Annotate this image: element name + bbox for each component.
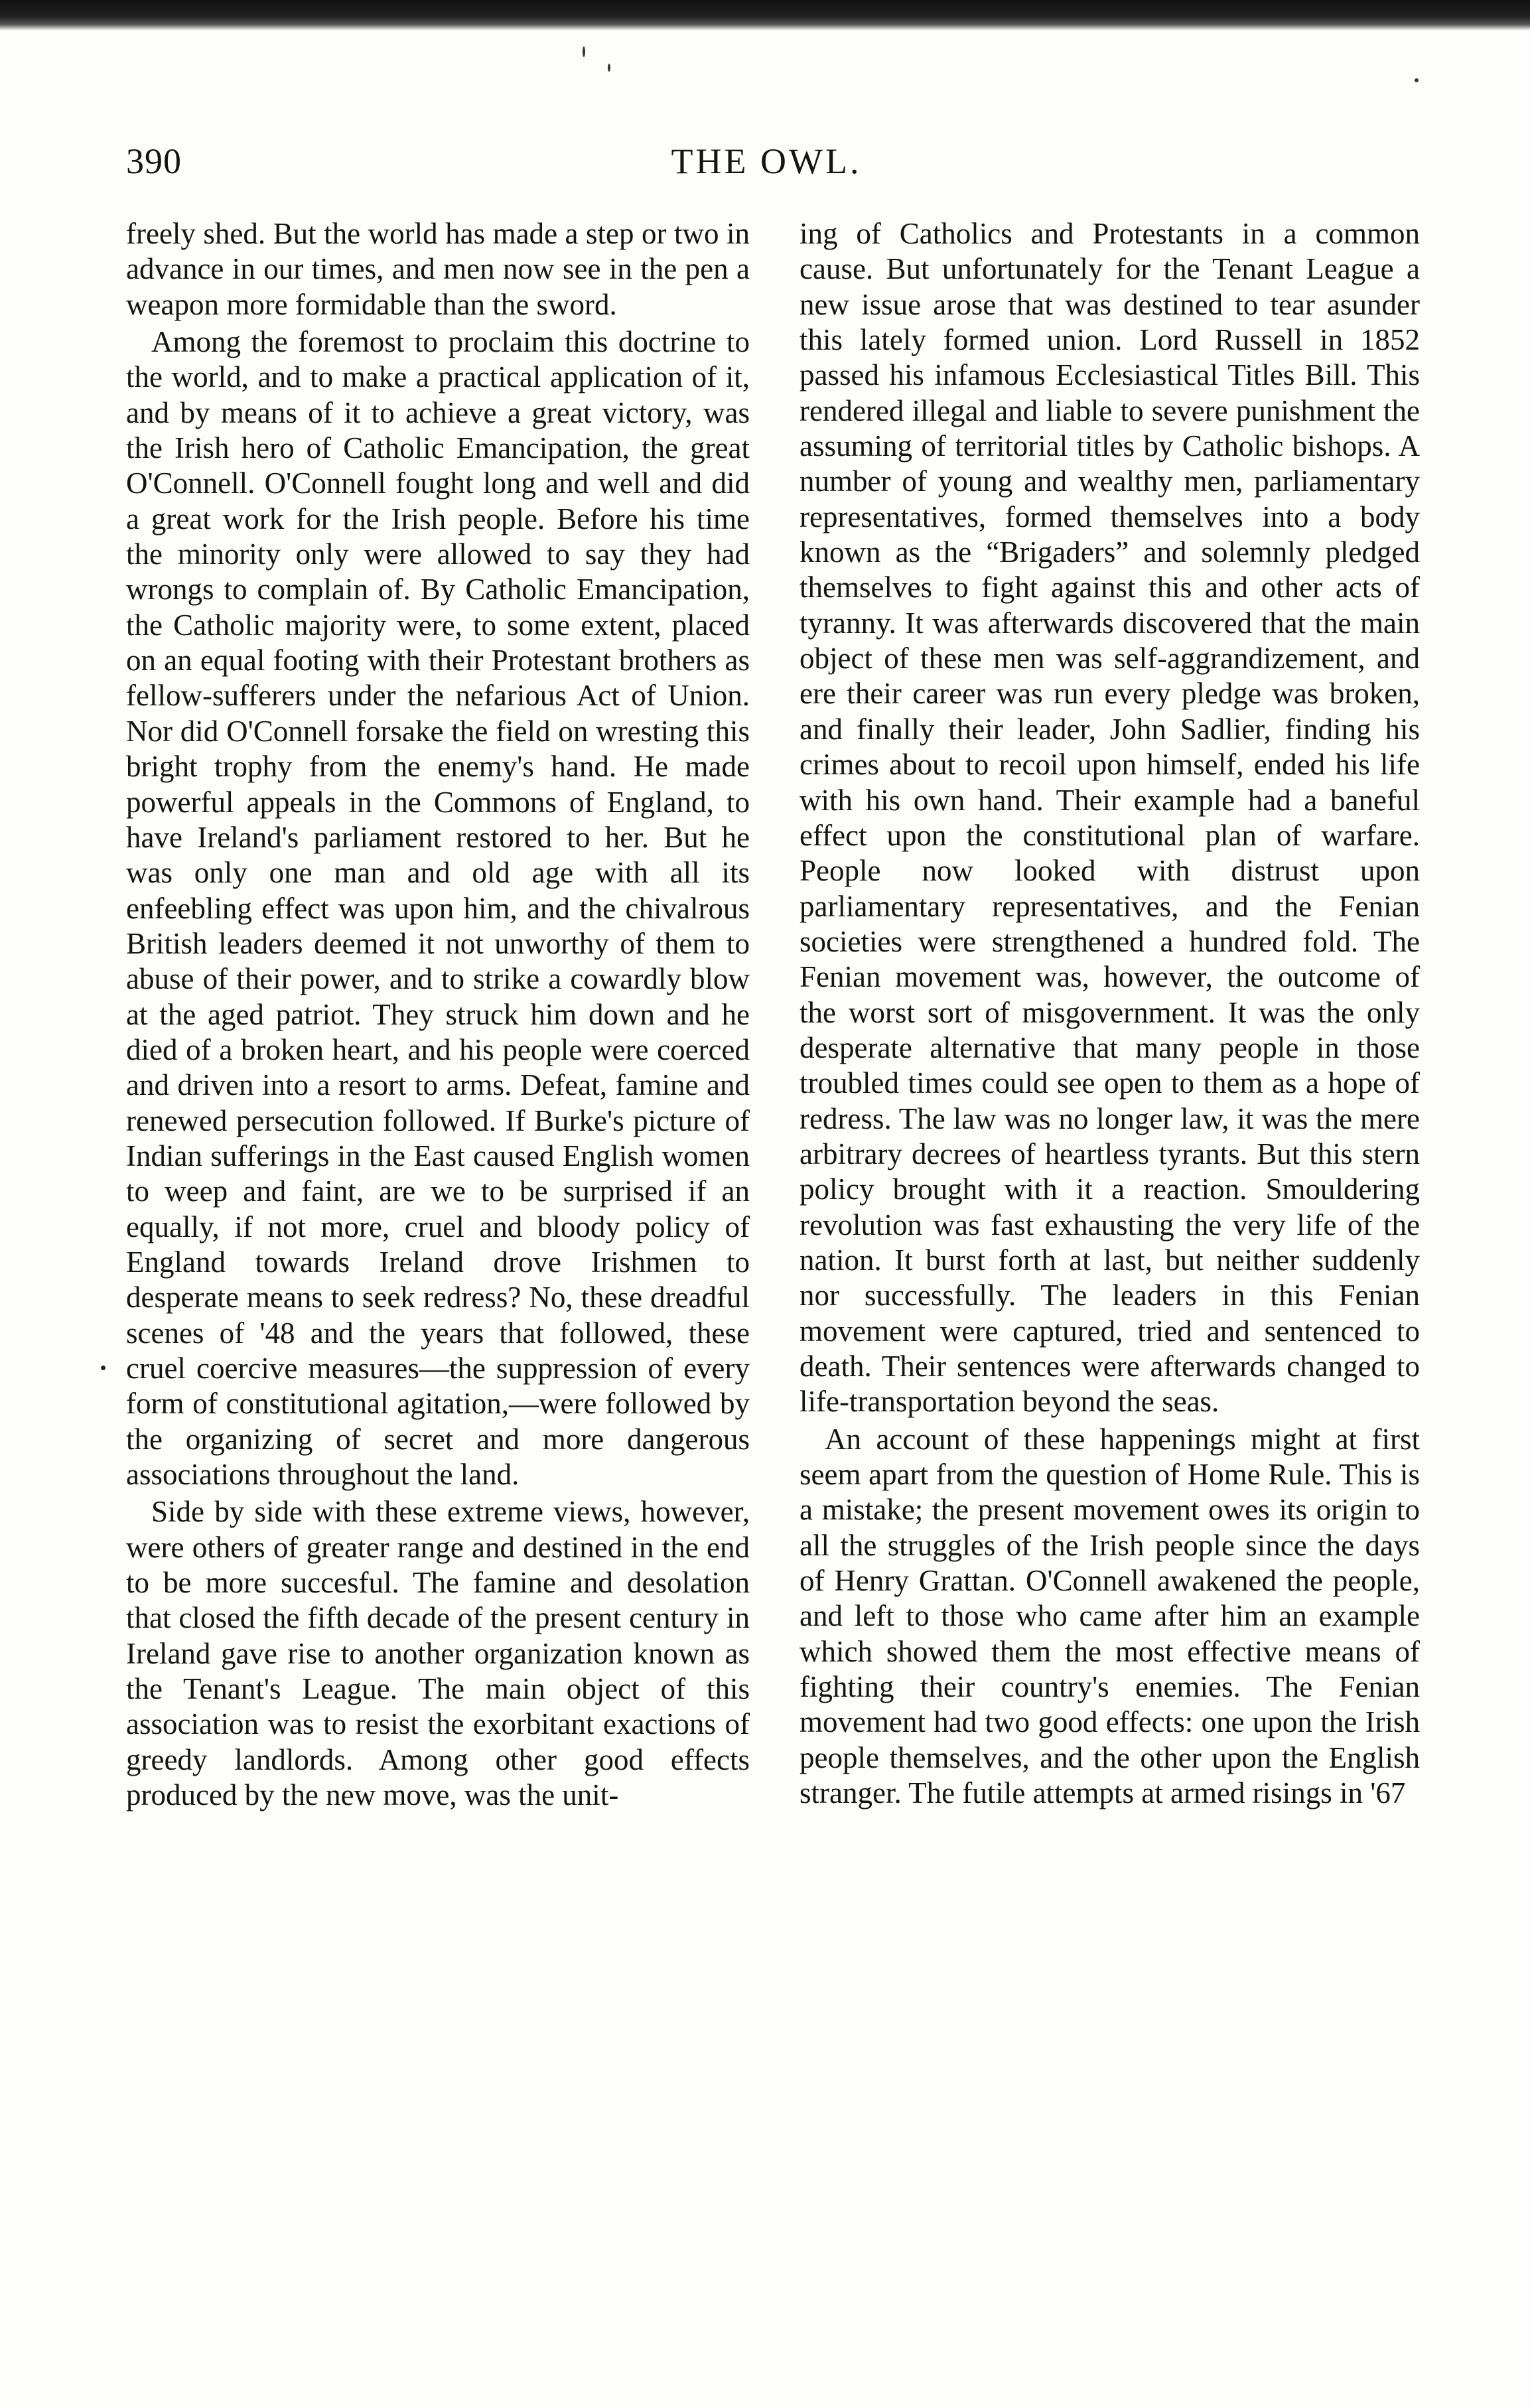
scan-speck xyxy=(583,46,585,57)
paragraph: Side by side with these extreme views, however, were others of greater range and destined in the end to be more succesful. The famine and desolation that closed the fifth decade of the present century in Ireland gave rise to another organization known as the Tenant's League. The main object of this association was to resist the exorbitant exactions of greedy landlords. Among other good effects produced by the new move, was the unit- xyxy=(126,1495,750,1812)
paragraph: Among the foremost to proclaim this doctrine to the world, and to make a practical application of it, and by means of it to achieve a great victory, was the Irish hero of Catholic Emancipation, the great O'Connell. O'Connell fought long and well and did a great work for the Irish people. Before his time the minority only were allowed to say they had wrongs to complain of. By Catholic Emancipation, the Catholic majority were, to some extent, placed on an equal footing with their Protestant brothers as fellow-sufferers under the nefarious Act of Union. Nor did O'Connell forsake the field on wresting this bright trophy from the enemy's hand. He made powerful appeals in the Commons of England, to have Ireland's parliament restored to her. But he was only one man and old age with all its enfeebling effect was upon him, and the chivalrous British leaders deemed it not unworthy of them to abuse of their power, and to strike a cowardly blow at the aged patriot. They struck him down and he died of a broken heart, and his people were coerced and driven into a resort to arms. Defeat, famine and renewed persecution followed. If Burke's picture of Indian sufferings in the East caused English women to weep and faint, are we to be surprised if an equally, if not more, cruel and bloody policy of England towards Ireland drove Irishmen to desperate means to seek redress? No, these dreadful scenes of '48 and the years that followed, these cruel coercive measures—the suppression of every form of constitutional agitation,—were followed by the organizing of secret and more dangerous associations throughout the land. xyxy=(126,325,750,1492)
right-column xyxy=(800,216,1420,1811)
scan-speck xyxy=(608,64,610,72)
page-number: 390 xyxy=(126,141,182,181)
margin-mark xyxy=(101,1366,105,1370)
scan-top-edge xyxy=(0,0,1530,31)
paragraph: ing of Catholics and Protestants in a common cause. But unfortunately for the Tenant League a new issue arose that was destined to tear asunder this lately formed union. Lord Russell in 1852 passed his infamous Ecclesiastical Titles Bill. This rendered illegal and liable to severe punishment the assuming of territorial titles by Catholic bishops. A number of young and wealthy men, parliamentary representatives, formed themselves into a body known as the “Brigaders” and solemnly pledged themselves to fight against this and other acts of tyranny. It was afterwards discovered that the main object of these men was self-aggrandizement, and ere their career was run every pledge was broken, and finally their leader, John Sadlier, finding his crimes about to recoil upon himself, ended his life with his own hand. Their example had a baneful effect upon the constitutional plan of warfare. People now looked with distrust upon parliamentary representatives, and the Fenian societies were strengthened a hundred fold. The Fenian movement was, however, the outcome of the worst sort of misgovernment. It was the only desperate alternative that many people in those troubled times could see open to them as a hope of redress. The law was no longer law, it was the mere arbitrary decrees of heartless tyrants. But this stern policy brought with it a reaction. Smouldering revolution was fast exhausting the very life of the nation. It burst forth at last, but neither suddenly nor successfully. The leaders in this Fenian movement were captured, tried and sentenced to death. Their sentences were afterwards changed to life-transportation beyond the seas. xyxy=(800,217,1420,1419)
page-header xyxy=(126,141,1407,187)
paragraph: An account of these happenings might at first seem apart from the question of Home Rule. This is a mistake; the present movement owes its origin to all the struggles of the Irish people since the days of Henry Grattan. O'Connell awakened the people, and left to those who came after him an example which showed them the most effective means of fighting their country's enemies. The Fenian movement had two good effects: one upon the Irish people themselves, and the other upon the English stranger. The futile attempts at armed risings in '67 xyxy=(800,1422,1420,1810)
paragraph: freely shed. But the world has made a step or two in advance in our times, and men now see in the pen a weapon more formidable than the sword. xyxy=(126,217,750,321)
running-head: THE OWL. xyxy=(671,141,862,181)
left-column xyxy=(126,216,750,1813)
scan-speck xyxy=(1415,78,1419,82)
